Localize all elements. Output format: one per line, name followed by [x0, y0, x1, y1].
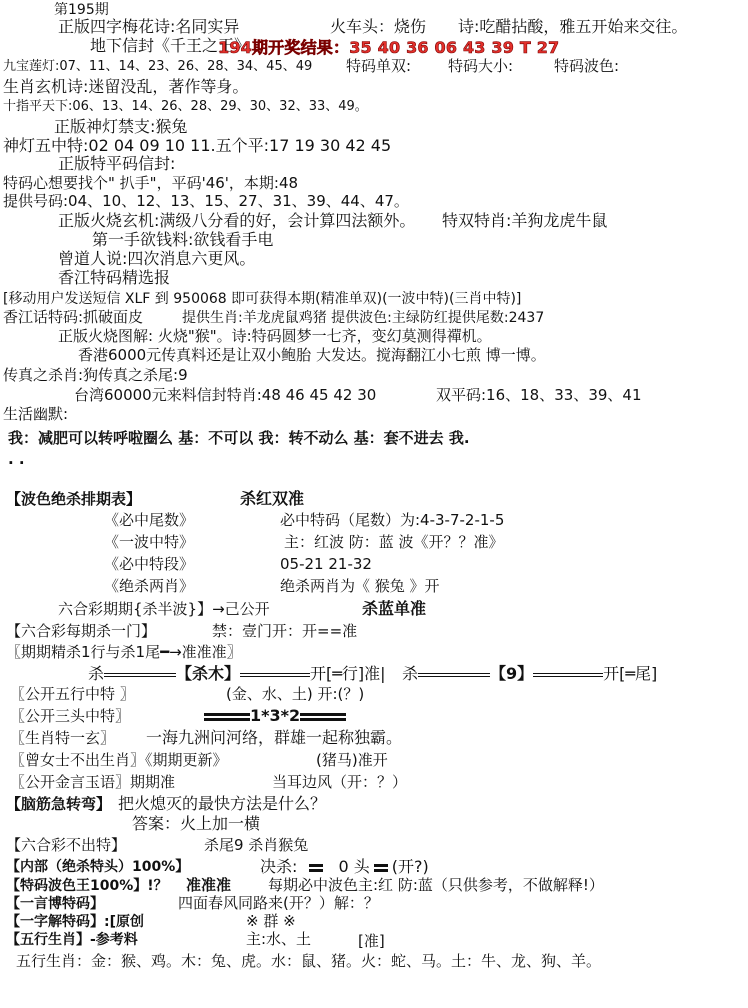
- must-tail-value: 必中特码（尾数）为:4-3-7-2-1-5: [280, 511, 505, 529]
- five-zodiac-list: 五行生肖：金：猴、鸡。木：兔、虎。水：鼠、猪。火：蛇、马。土：牛、龙、狗、羊。: [16, 952, 602, 970]
- bar-line: [300, 713, 346, 721]
- five-element-label: 〖公开五行中特 〗: [10, 685, 135, 703]
- five-zodiac-accurate: [准]: [358, 932, 385, 950]
- five-zodiac-main: 主:水、土: [246, 930, 312, 948]
- sms-notice: [移动用户发送短信 XLF 到 950068 即可获得本期(精准单双)(一波中特)(三肖中特)]: [3, 291, 522, 307]
- not-special-label: 【六合彩不出特】: [6, 836, 127, 854]
- wave-kill-table: 【波色绝杀排期表】: [6, 490, 142, 508]
- kill-one-door: 【六合彩每期杀一门】: [6, 622, 157, 640]
- three-head-numbers: 1*3*2: [250, 706, 301, 725]
- three-head-label: 〖公开三头中特〗: [10, 707, 131, 725]
- kill-two-value: 绝杀两肖为《 猴兔 》开: [280, 577, 440, 595]
- zodiac-mystery-label: 〖生肖特一玄〗: [10, 729, 116, 747]
- special-envelope: 正版特平码信封:: [58, 154, 176, 173]
- riddle-answer: 答案：火上加一横: [132, 814, 261, 833]
- madam-zeng-label: 〖曾女士不出生肖〗《期期更新》: [10, 751, 228, 769]
- lamp-ban: 正版神灯禁支:猴兔: [54, 117, 188, 136]
- one-wave-value: 主：红波 防：蓝 波《开？？准》: [284, 533, 504, 551]
- kill-two-label: 《绝杀两肖》: [104, 577, 195, 595]
- riddle-label: 【脑筋急转弯】: [6, 795, 112, 813]
- riddle-question: 把火熄灭的最快方法是什么？: [118, 794, 327, 813]
- humor-joke: 我：减肥可以转呼啦圈么 基：不可以 我：转不动么 基：套不进去 我.: [8, 429, 470, 447]
- kill-tail-row: [402, 666, 657, 682]
- bar-line: [309, 864, 323, 872]
- daoist-says: 曾道人说:四次消息六更风。: [58, 249, 256, 268]
- kill-label-2: 杀: [402, 664, 419, 683]
- big-small: 特码大小:: [448, 57, 514, 75]
- kill-wood: 【杀木】: [176, 664, 241, 683]
- golden-words-value: 当耳边风（开：？）: [272, 773, 408, 791]
- decisive-kill: 决杀:: [260, 857, 298, 876]
- zodiac-poem: 生肖玄机诗:迷留没乱，著作等身。: [3, 77, 249, 96]
- must-tail-label: 《必中尾数》: [104, 511, 195, 529]
- head-zero: 0 头: [338, 857, 370, 876]
- one-word-label: 【一言博特码】: [6, 896, 104, 912]
- half-wave: 六合彩期期{杀半波}】→己公开: [58, 600, 270, 618]
- draw-result: 194期开奖结果：35 40 36 06 43 39 T 27: [218, 38, 560, 57]
- must-segment-value: 05-21 21-32: [280, 555, 372, 573]
- nine-lotus: 九宝莲灯:07、11、14、23、26、28、34、45、49: [3, 59, 313, 74]
- bar-line: [533, 673, 603, 677]
- fire-diagram: 正版火烧图解: 火烧"猴"。诗:特码圆梦一七齐，变幻莫测得禪机。: [58, 327, 492, 345]
- fax-kill: 传真之杀肖:狗传真之杀尾:9: [3, 366, 188, 384]
- kill-element-row: [88, 666, 386, 682]
- three-head-value: [204, 708, 346, 724]
- internal-kill-label: 【内部（绝杀特头）100%】: [6, 859, 190, 875]
- pickpocket-line: 特码心想要找个" 扒手"，平码'46'，本期:48: [3, 174, 299, 192]
- fire-mystery: 正版火烧玄机:满级八分看的好，会计算四法额外。: [58, 211, 416, 230]
- first-hand: 第一手欲钱料:欲钱看手电: [92, 230, 274, 249]
- zodiac-mystery-value: 一海九洲问河络，群雄一起称独霸。: [146, 728, 403, 747]
- underground-envelope: 地下信封《千王之王》: [90, 36, 251, 55]
- provided-numbers: 提供号码:04、10、12、13、15、27、31、39、44、47。: [3, 192, 409, 210]
- open-tail: 开[═尾]: [603, 664, 658, 683]
- double-zodiac: 特双特肖:羊狗龙虎牛鼠: [442, 211, 608, 230]
- internal-kill-value: [260, 859, 429, 875]
- madam-zeng-value: (猪马)准开: [316, 751, 388, 769]
- five-element-value: (金、水、土) 开:(？): [226, 685, 365, 703]
- bar-line: [204, 713, 250, 721]
- open-row: 开[═行]准|: [310, 664, 386, 683]
- kill-red: 杀红双准: [240, 489, 305, 508]
- wave-king-value: 每期必中波色主:红 防:蓝（只供参考，不做解释!）: [268, 876, 604, 894]
- bar-line: [104, 673, 176, 677]
- poem-line: 诗:吃醋拈酸，雅五开始来交往。: [458, 17, 688, 36]
- must-segment-label: 《必中特段》: [104, 555, 195, 573]
- xiangjiang-words: 香江话特码:抓破面皮: [3, 308, 144, 326]
- not-special-value: 杀尾9 杀肖猴兔: [204, 836, 309, 854]
- humor-title: 生活幽默:: [3, 405, 69, 423]
- five-zodiac-label: 【五行生肖】-参考料: [6, 932, 138, 948]
- train-head: 火车头：烧伤: [330, 17, 427, 36]
- wave-king-label: 【特码波色王100%】!？: [6, 878, 168, 894]
- issue-number: 第195期: [54, 2, 109, 18]
- odd-even: 特码单双:: [346, 57, 412, 75]
- xiangjiang-report: 香江特码精选报: [58, 268, 171, 287]
- bar-line: [418, 673, 490, 677]
- provided-zodiac: 提供生肖:羊龙虎鼠鸡猪 提供波色:主绿防红提供尾数:2437: [182, 310, 545, 326]
- meihua-poem: 正版四字梅花诗:名同实异: [58, 17, 240, 36]
- one-char-label: 【一字解特码】:[原创: [6, 914, 144, 930]
- bar-line: [374, 864, 388, 872]
- kill-nine: 【9】: [490, 664, 534, 683]
- ten-fingers: 十指平天下:06、13、14、26、28、29、30、32、33、49。: [3, 99, 368, 114]
- double-flat: 双平码:16、18、33、39、41: [436, 386, 642, 404]
- open-q: (开?): [391, 857, 429, 876]
- wave-king-accurate: 准准准: [186, 876, 232, 894]
- hk-fax: 香港6000元传真料还是让双小鲍胎 大发达。搅海翻江小七煎 博一博。: [78, 346, 546, 364]
- one-char-value: ※ 群 ※: [246, 912, 296, 930]
- taiwan-envelope: 台湾60000元来料信封特肖:48 46 45 42 30: [74, 386, 377, 404]
- golden-words-label: 〖公开金言玉语〗期期准: [10, 773, 176, 791]
- bar-line: [240, 673, 310, 677]
- kill-row-tail: 〖期期精杀1行与杀1尾━→准准准〗: [6, 643, 242, 661]
- ellipsis: . .: [8, 450, 25, 468]
- kill-blue: 杀蓝单准: [362, 599, 427, 618]
- kill-one-door-value: 禁：壹门开：开==准: [212, 622, 358, 640]
- wave-color: 特码波色:: [554, 57, 620, 75]
- kill-label: 杀: [88, 664, 105, 683]
- one-word-value: 四面春风同路来(开？）解：？: [178, 894, 379, 912]
- lamp-five: 神灯五中特:02 04 09 10 11.五个平:17 19 30 42 45: [3, 136, 392, 155]
- one-wave-label: 《一波中特》: [104, 533, 195, 551]
